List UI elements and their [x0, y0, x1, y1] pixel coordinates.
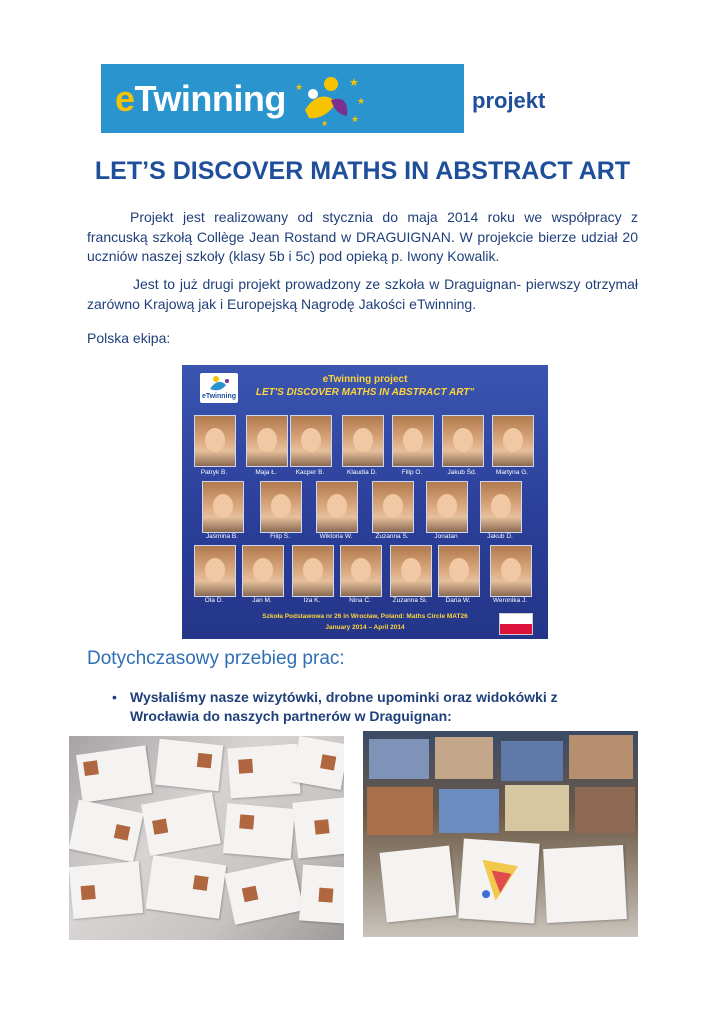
student-name: Filip S. [270, 533, 290, 540]
svg-text:★: ★ [351, 114, 360, 124]
student-photo [442, 415, 484, 467]
student-photo [490, 545, 532, 597]
intro-paragraph [87, 208, 638, 267]
poster-footer-dates: January 2014 – April 2014 [325, 624, 405, 631]
student-name: Jonatan [434, 533, 458, 540]
poster-title-line2: LET'S DISCOVER MATHS IN ABSTRACT ART" [255, 387, 475, 398]
student-photo [292, 545, 334, 597]
student-photo [426, 481, 468, 533]
student-name: Nina C. [349, 597, 371, 604]
etwinning-logo [101, 64, 464, 133]
student-name: Kacper B. [295, 469, 325, 476]
student-photo [194, 415, 236, 467]
student-photo [342, 415, 384, 467]
triangle-art-icon [458, 838, 539, 923]
student-name: Filip O. [401, 469, 423, 476]
student-name: Patryk B. [200, 469, 228, 476]
student-photo [390, 545, 432, 597]
student-photo [316, 481, 358, 533]
stars-figure-icon [291, 70, 369, 128]
second-paragraph [87, 275, 638, 314]
student-name: Jakub Śd. [447, 469, 477, 476]
student-photo [202, 481, 244, 533]
logo-text: eTwinning [115, 78, 286, 119]
bullet-icon: • [112, 689, 117, 705]
student-photo [480, 481, 522, 533]
svg-text:★: ★ [295, 82, 304, 92]
student-photo [194, 545, 236, 597]
team-label: Polska ekipa: [87, 330, 171, 346]
student-photo [372, 481, 414, 533]
student-name: Weronika J. [492, 597, 528, 604]
student-name: Daria W. [445, 597, 471, 604]
student-name: Wiktoria W. [319, 533, 353, 540]
svg-text:★: ★ [357, 96, 366, 106]
student-name: Zuzanna S. [375, 533, 409, 540]
intro-text: Projekt jest realizowany od stycznia do maja 2014 roku we współpracy z francuską szkołą Collège Jean Rostand w DRAGUIGNAN. W projekcie bierze udział 20 uczniów naszej szkoły (klasy 5b i 5c) pod opieką p. Iwony Kowalik. [87, 209, 638, 264]
student-photo [290, 415, 332, 467]
team-poster [182, 365, 548, 639]
svg-text:★: ★ [321, 119, 329, 128]
student-photo [492, 415, 534, 467]
student-photo [340, 545, 382, 597]
business-cards-photo [69, 736, 344, 940]
poster-footer-school: Szkoła Podstawowa nr 26 in Wrocław, Poland: Maths Circle MAT26 [262, 613, 468, 620]
student-name: Martyna G. [495, 469, 529, 476]
student-name: Iza K. [303, 597, 321, 604]
second-text: Jest to już drugi projekt prowadzony ze szkoła w Draguignan- pierwszy otrzymał zarówno Krajową jak i Europejską Nagrodę Jakości eTwinning. [87, 276, 638, 312]
student-photo [246, 415, 288, 467]
student-name: Ola D. [204, 597, 224, 604]
student-photo [242, 545, 284, 597]
student-photo [392, 415, 434, 467]
svg-text:★: ★ [349, 77, 359, 89]
student-name: Jan M. [252, 597, 272, 604]
postcards-photo [363, 731, 638, 937]
student-name: Klaudia D. [347, 469, 377, 476]
progress-bullet-1: Wysłaliśmy nasze wizytówki, drobne upominki oraz widokówki z Wrocławia do naszych partnerów w Draguignan: [130, 689, 558, 724]
student-name: Jaśmina B. [205, 533, 239, 540]
student-photo [438, 545, 480, 597]
student-photo [260, 481, 302, 533]
student-name: Jakub D. [487, 533, 513, 540]
polish-flag-icon [499, 613, 533, 635]
progress-heading: Dotychczasowy przebieg prac: [87, 648, 345, 669]
student-name: Zuzanna Si. [392, 597, 428, 604]
page-title: LET’S DISCOVER MATHS IN ABSTRACT ART [94, 157, 631, 185]
poster-title-line1: eTwinning project [322, 374, 408, 385]
poster-logo-label: eTwinning [201, 393, 237, 400]
student-name: Maja Ł. [255, 469, 277, 476]
projekt-label: projekt [472, 88, 546, 113]
